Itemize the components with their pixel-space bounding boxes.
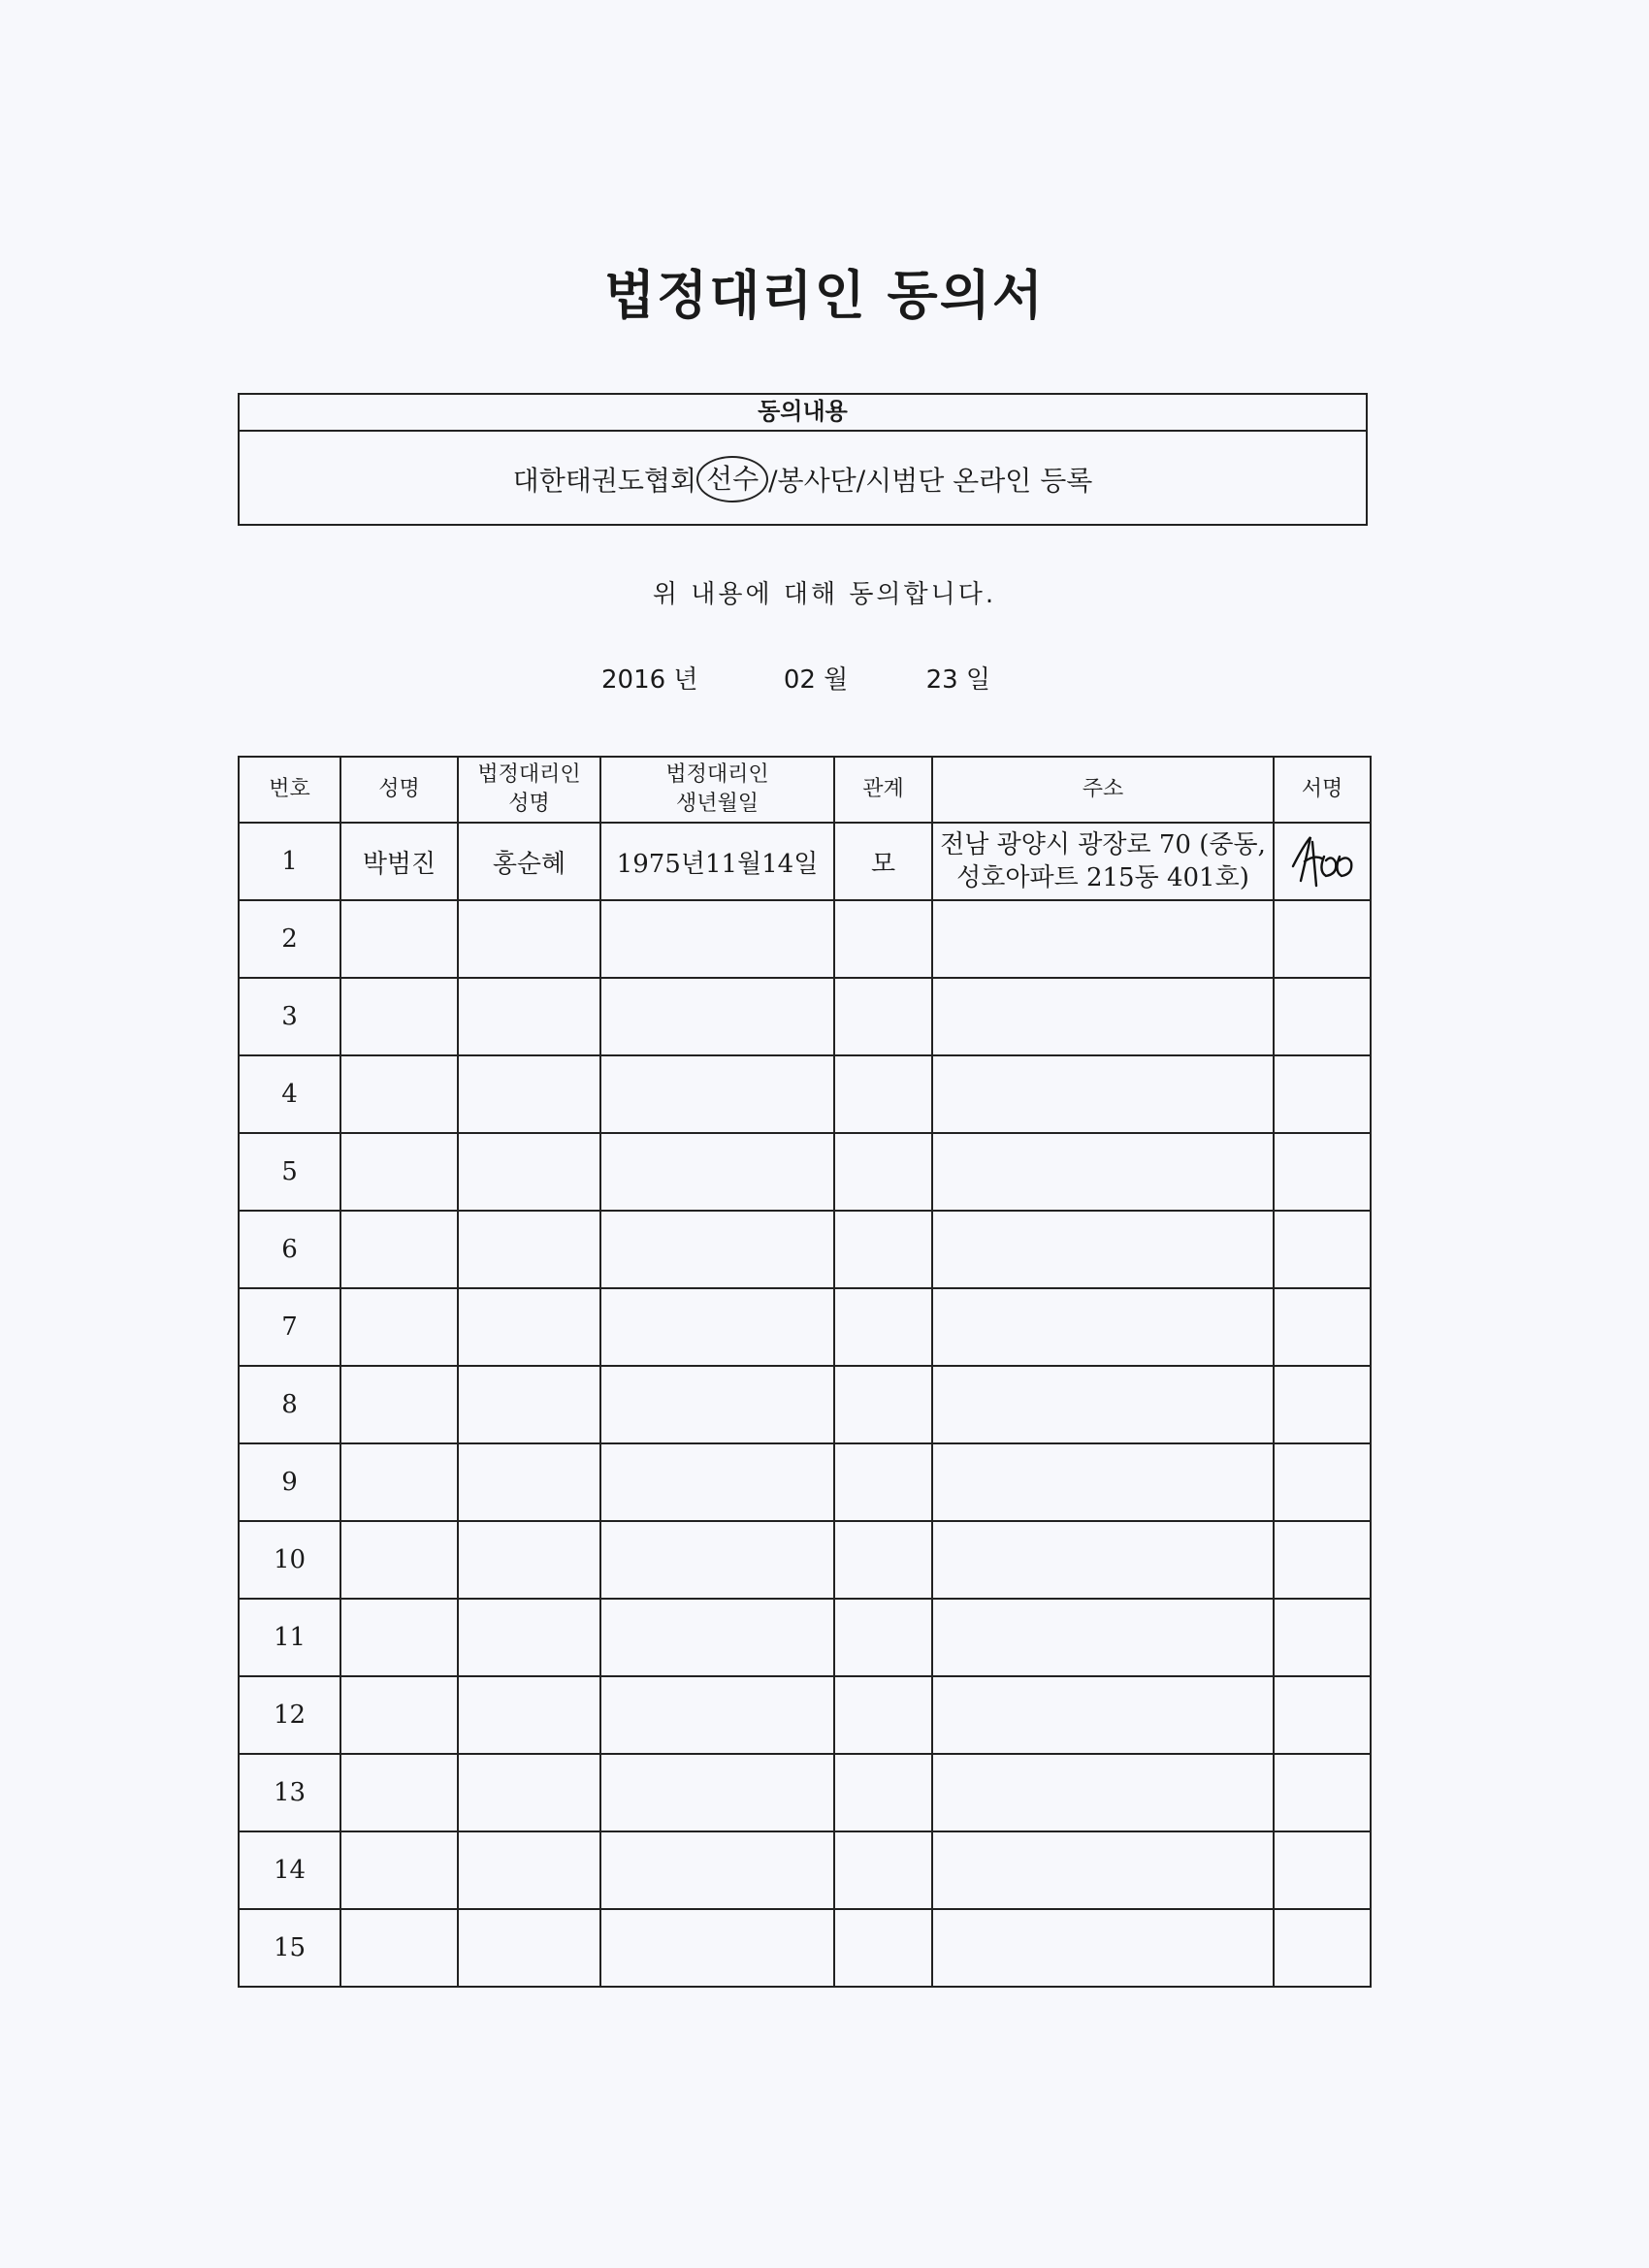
table-row: [239, 978, 1371, 1055]
cell-guardian-name: 홍순혜: [458, 823, 600, 900]
cell-address: [932, 823, 1274, 900]
cell-no: 9: [239, 1443, 340, 1521]
header-name: 성명: [340, 757, 458, 823]
header-guardian-name-line1: 법정대리인: [477, 762, 581, 787]
date-year: 2016 년: [601, 665, 698, 695]
table-row: [239, 1211, 1371, 1288]
cell-no: 11: [239, 1599, 340, 1676]
handwritten-signature: [1283, 827, 1361, 895]
cell-no: 13: [239, 1754, 340, 1831]
table-row: [239, 1133, 1371, 1211]
table-row: [239, 1366, 1371, 1443]
cell-relation: 모: [834, 823, 932, 900]
table-row: [239, 1055, 1371, 1133]
document-title: 법정대리인 동의서: [603, 265, 1046, 326]
agree-statement: 위 내용에 대해 동의합니다.: [652, 580, 997, 609]
consent-text-before: 대한태권도협회: [512, 464, 697, 497]
consent-header: 동의내용: [240, 395, 1366, 432]
header-guardian-birth: [600, 757, 834, 823]
cell-no: 7: [239, 1288, 340, 1366]
consent-circled-option: 선수: [696, 456, 768, 502]
cell-no: 2: [239, 900, 340, 978]
cell-no: 10: [239, 1521, 340, 1599]
table-row: [239, 823, 1371, 900]
header-signature: 서명: [1274, 757, 1371, 823]
header-guardian-birth-line2: 생년월일: [675, 792, 759, 816]
cell-no: 4: [239, 1055, 340, 1133]
header-relation: 관계: [834, 757, 932, 823]
table-row: [239, 1909, 1371, 1987]
cell-no: 15: [239, 1909, 340, 1987]
header-guardian-name: [458, 757, 600, 823]
header-address: 주소: [932, 757, 1274, 823]
table-row: [239, 1599, 1371, 1676]
cell-signature: [1274, 823, 1371, 900]
table-row: [239, 900, 1371, 978]
address-line1: 전남 광양시 광장로 70 (중동,: [940, 830, 1266, 859]
date-day: 23 일: [925, 665, 991, 695]
date-month: 02 월: [783, 665, 849, 695]
cell-no: 8: [239, 1366, 340, 1443]
cell-no: 14: [239, 1831, 340, 1909]
cell-no: 1: [239, 823, 340, 900]
cell-no: 5: [239, 1133, 340, 1211]
guardian-table: [238, 756, 1372, 1988]
table-row: [239, 1831, 1371, 1909]
table-row: [239, 1443, 1371, 1521]
table-row: [239, 1521, 1371, 1599]
table-row: [239, 1676, 1371, 1754]
consent-content-box: [238, 393, 1368, 526]
consent-text-after: /봉사단/시범단 온라인 등록: [768, 464, 1093, 497]
cell-no: 12: [239, 1676, 340, 1754]
cell-name: 박범진: [340, 823, 458, 900]
table-header-row: [239, 757, 1371, 823]
header-no: 번호: [239, 757, 340, 823]
date-line: [601, 660, 990, 696]
address-line2: 성호아파트 215동 401호): [956, 863, 1249, 892]
cell-no: 6: [239, 1211, 340, 1288]
consent-text: [240, 432, 1366, 526]
cell-no: 3: [239, 978, 340, 1055]
header-guardian-name-line2: 성명: [508, 792, 550, 816]
header-guardian-birth-line1: 법정대리인: [665, 762, 769, 787]
table-row: [239, 1754, 1371, 1831]
cell-guardian-birth: 1975년11월14일: [600, 823, 834, 900]
table-row: [239, 1288, 1371, 1366]
